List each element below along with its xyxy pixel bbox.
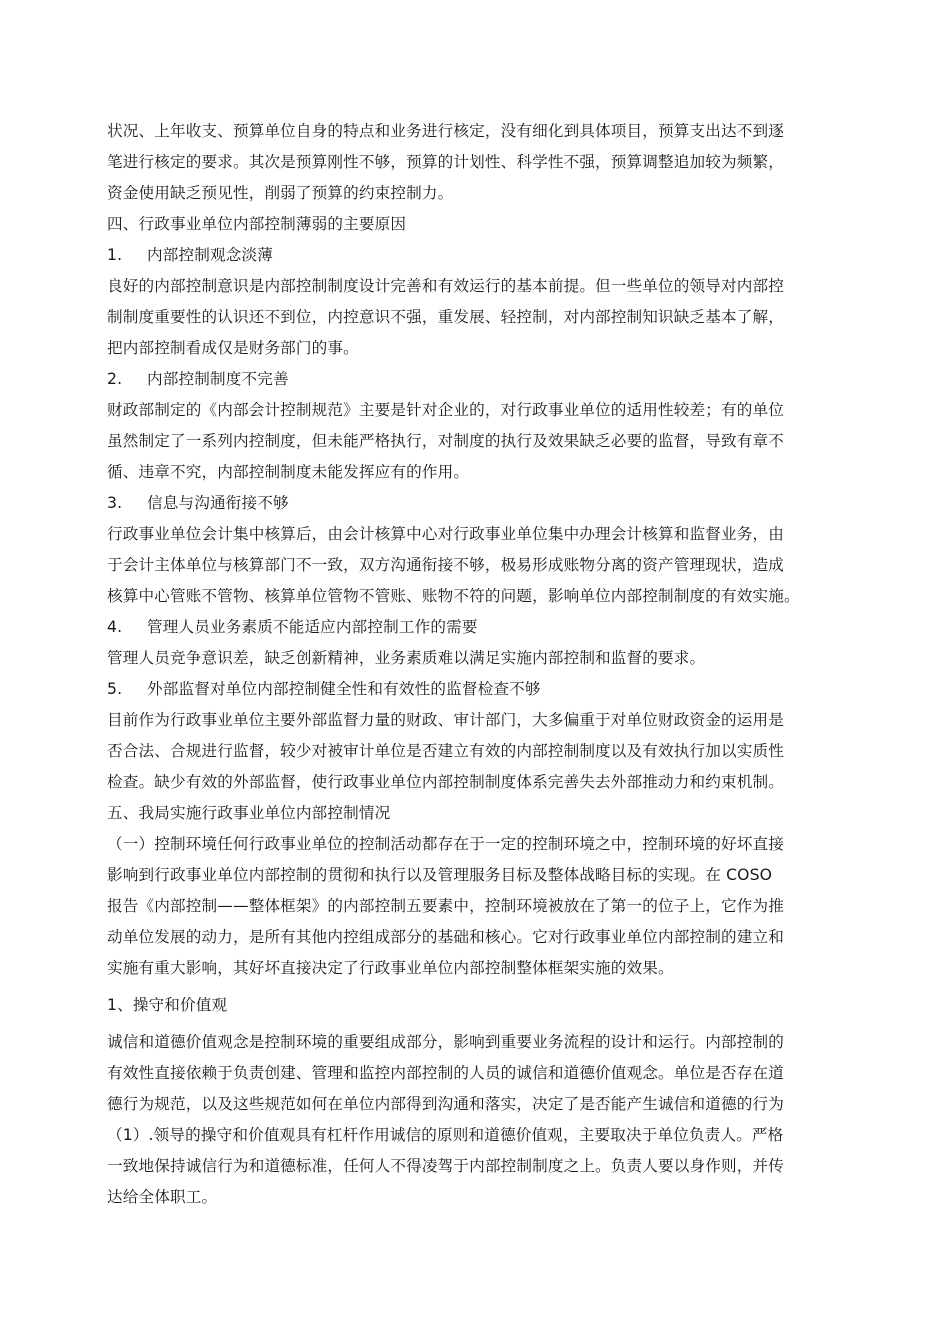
paragraph-item-1: [107, 271, 842, 364]
text-line: 德行为规范，以及这些规范如何在单位内部得到沟通和落实，决定了是否能产生诚信和道德的行为: [107, 1095, 784, 1113]
paragraph-control-environment: [107, 829, 842, 984]
text-line: 达给全体职工。: [107, 1188, 218, 1206]
numbered-heading-5: [107, 674, 842, 705]
item-title: 管理人员业务素质不能适应内部控制工作的需要: [147, 618, 478, 636]
text-line: 制制度重要性的认识还不到位，内控意识不强，重发展、轻控制，对内部控制知识缺乏基本了解，: [107, 308, 784, 326]
numbered-heading-2: [107, 364, 842, 395]
text-line: 目前作为行政事业单位主要外部监督力量的财政、审计部门，大多偏重于对单位财政资金的运用是: [107, 711, 784, 729]
paragraph-integrity-values: [107, 1027, 842, 1213]
numbered-heading-4: [107, 612, 842, 643]
item-number: 1.: [107, 246, 123, 264]
item-number: 2.: [107, 370, 123, 388]
item-number: 4.: [107, 618, 123, 636]
section-heading-5: 五、我局实施行政事业单位内部控制情况: [107, 804, 391, 822]
item-number: 5.: [107, 680, 123, 698]
text-line: （1）.领导的操守和价值观具有杠杆作用诚信的原则和道德价值观，主要取决于单位负责人。严格: [107, 1126, 784, 1144]
paragraph-item-4: [107, 643, 842, 674]
item-number: 3.: [107, 494, 123, 512]
item-title: 内部控制观念淡薄: [147, 246, 273, 264]
point-heading-1: 1、操守和价值观: [107, 996, 228, 1014]
numbered-heading-3: [107, 488, 842, 519]
paragraph-item-2: [107, 395, 842, 488]
text-line: 循、违章不究，内部控制制度未能发挥应有的作用。: [107, 463, 470, 481]
paragraph-budget-intro: [107, 116, 842, 209]
text-line: 状况、上年收支、预算单位自身的特点和业务进行核定，没有细化到具体项目，预算支出达不到逐: [107, 122, 784, 140]
text-line: 行政事业单位会计集中核算后，由会计核算中心对行政事业单位集中办理会计核算和监督业务，由: [107, 525, 784, 543]
text-line: 影响到行政事业单位内部控制的贯彻和执行以及管理服务目标及整体战略目标的实现。在 COSO: [107, 866, 773, 884]
text-line: 资金使用缺乏预见性，削弱了预算的约束控制力。: [107, 184, 454, 202]
text-line: 虽然制定了一系列内控制度，但未能严格执行，对制度的执行及效果缺乏必要的监督，导致有章不: [107, 432, 784, 450]
text-line: 动单位发展的动力，是所有其他内控组成部分的基础和核心。它对行政事业单位内部控制的建立和: [107, 928, 784, 946]
text-line: 诚信和道德价值观念是控制环境的重要组成部分，影响到重要业务流程的设计和运行。内部控制的: [107, 1033, 784, 1051]
text-line: 财政部制定的《内部会计控制规范》主要是针对企业的，对行政事业单位的适用性较差；有的单位: [107, 401, 784, 419]
text-line: （一）控制环境任何行政事业单位的控制活动都存在于一定的控制环境之中，控制环境的好坏直接: [107, 835, 784, 853]
section-heading-4: 四、行政事业单位内部控制薄弱的主要原因: [107, 215, 407, 233]
text-line: 核算中心管账不管物、核算单位管物不管账、账物不符的问题，影响单位内部控制制度的有效实施。: [107, 587, 800, 605]
item-title: 内部控制制度不完善: [147, 370, 289, 388]
paragraph-item-3: [107, 519, 842, 612]
text-line: 笔进行核定的要求。其次是预算刚性不够，预算的计划性、科学性不强，预算调整追加较为频繁，: [107, 153, 784, 171]
item-title: 信息与沟通衔接不够: [147, 494, 289, 512]
text-line: 把内部控制看成仅是财务部门的事。: [107, 339, 359, 357]
text-line: 实施有重大影响，其好坏直接决定了行政事业单位内部控制整体框架实施的效果。: [107, 959, 674, 977]
text-line: 检查。缺少有效的外部监督，使行政事业单位内部控制制度体系完善失去外部推动力和约束机制。: [107, 773, 784, 791]
text-line: 有效性直接依赖于负责创建、管理和监控内部控制的人员的诚信和道德价值观念。单位是否存在道: [107, 1064, 784, 1082]
text-line: 良好的内部控制意识是内部控制制度设计完善和有效运行的基本前提。但一些单位的领导对内部控: [107, 277, 784, 295]
item-title: 外部监督对单位内部控制健全性和有效性的监督检查不够: [147, 680, 541, 698]
text-line: 于会计主体单位与核算部门不一致，双方沟通衔接不够，极易形成账物分离的资产管理现状，造成: [107, 556, 784, 574]
text-line: 一致地保持诚信行为和道德标准，任何人不得凌驾于内部控制制度之上。负责人要以身作则，并传: [107, 1157, 784, 1175]
text-line: 管理人员竞争意识差，缺乏创新精神，业务素质难以满足实施内部控制和监督的要求。: [107, 649, 706, 667]
paragraph-item-5: [107, 705, 842, 798]
document-page: [107, 116, 842, 1213]
numbered-heading-1: [107, 240, 842, 271]
text-line: 报告《内部控制——整体框架》的内部控制五要素中，控制环境被放在了第一的位子上，它作为推: [107, 897, 784, 915]
text-line: 否合法、合规进行监督，较少对被审计单位是否建立有效的内部控制制度以及有效执行加以实质性: [107, 742, 784, 760]
